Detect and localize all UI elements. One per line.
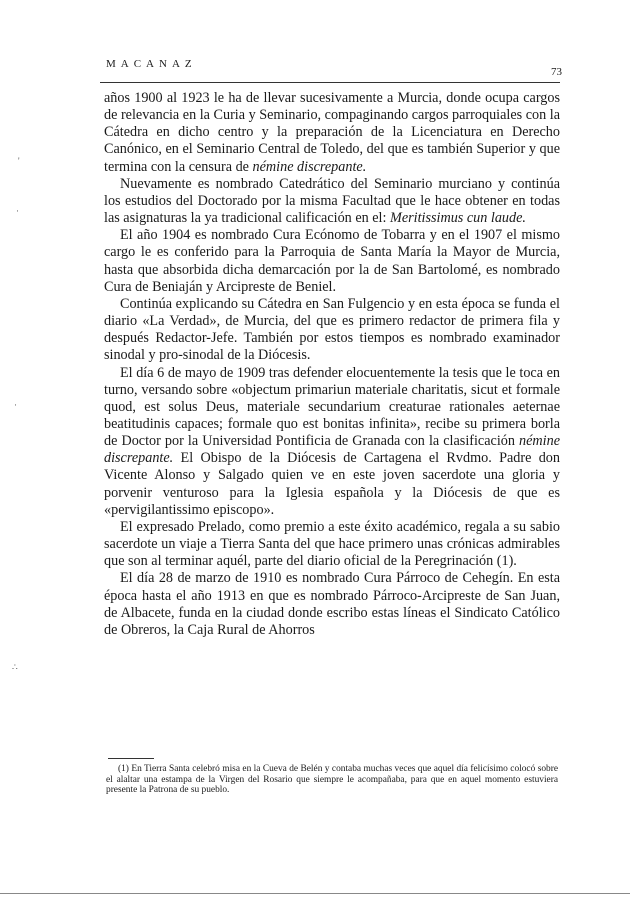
body-text <box>104 90 560 639</box>
scan-edge-line <box>0 893 630 894</box>
margin-speck: · <box>14 400 17 410</box>
margin-speck: · <box>16 206 19 216</box>
paragraph: El año 1904 es nombrado Cura Ecónomo de Tobarra y en el 1907 el mismo cargo le es conferido para la Parroquia de Santa María la Mayor de Murcia, hasta que absorbida dicha demarcación por la de San Bartolomé, es nombrado Cura de Beniaján y Arcipreste de Beniel. <box>104 227 560 295</box>
footnote: (1) En Tierra Santa celebró misa en la Cueva de Belén y contaba muchas veces que aquel día felicísimo colocó sobre el alaltar una estampa de la Virgen del Rosario que siempre le acompañaba, para que en aquel momento estuviera presente la Patrona de su pueblo. <box>106 764 558 796</box>
margin-speck: ' <box>18 156 20 166</box>
margin-speck: ∴ <box>12 662 18 672</box>
paragraph: Nuevamente es nombrado Catedrático del Seminario murciano y continúa los estudios del Doctorado por la misma Facultad que le hace obtener en todas las asignaturas la ya tradicional calificación en el: Meritissimus cun laude. <box>104 175 560 227</box>
paragraph: El expresado Prelado, como premio a este éxito académico, regala a su sabio sacerdote un viaje a Tierra Santa del que hace primero unas crónicas admirables que son al terminar aquél, parte del diario oficial de la Peregrinación (1). <box>104 518 560 570</box>
footnote-divider <box>108 758 154 759</box>
paragraph: El día 6 de mayo de 1909 tras defender elocuentemente la tesis que le toca en turno, versando sobre «objectum primariun materiale charitatis, sicut et formale quod, est solus Deus, materiale secundarium creaturae rationales aeternae beatitudinis capaces; formale quo est bonitas infinita», recibe su primera borla de Doctor por la Universidad Pontificia de Granada con la clasificación némine discrepante. El Obispo de la Diócesis de Cartagena el Rvdmo. Padre don Vicente Alonso y Salgado quien ve en este joven sacerdote una gloria y porvenir venturoso para la Iglesia española y la Diócesis de que es «pervigilantissimo episcopo». <box>104 364 560 518</box>
paragraph: años 1900 al 1923 le ha de llevar sucesivamente a Murcia, donde ocupa cargos de relevancia en la Curia y Seminario, compaginando cargos parroquiales con la Cátedra en dicho centro y la preparación de la Licenciatura en Derecho Canónico, en el Seminario Central de Toledo, del que es también Superior y que termina con la censura de némine discrepante. <box>104 90 560 175</box>
running-title: MACANAZ <box>106 58 197 70</box>
page-number: 73 <box>551 66 562 78</box>
running-header <box>100 58 560 83</box>
paragraph: Continúa explicando su Cátedra en San Fulgencio y en esta época se funda el diario «La Verdad», de Murcia, del que es primero redactor de primera fila y después Redactor-Jefe. También por estos tiempos es nombrado examinador sinodal y pro-sinodal de la Diócesis. <box>104 295 560 364</box>
paragraph: El día 28 de marzo de 1910 es nombrado Cura Párroco de Cehegín. En esta época hasta el año 1913 en que es nombrado Párroco-Arcipreste de San Juan, de Albacete, funda en la ciudad donde escribo estas líneas el Sindicato Católico de Obreros, la Caja Rural de Ahorros <box>104 570 560 638</box>
